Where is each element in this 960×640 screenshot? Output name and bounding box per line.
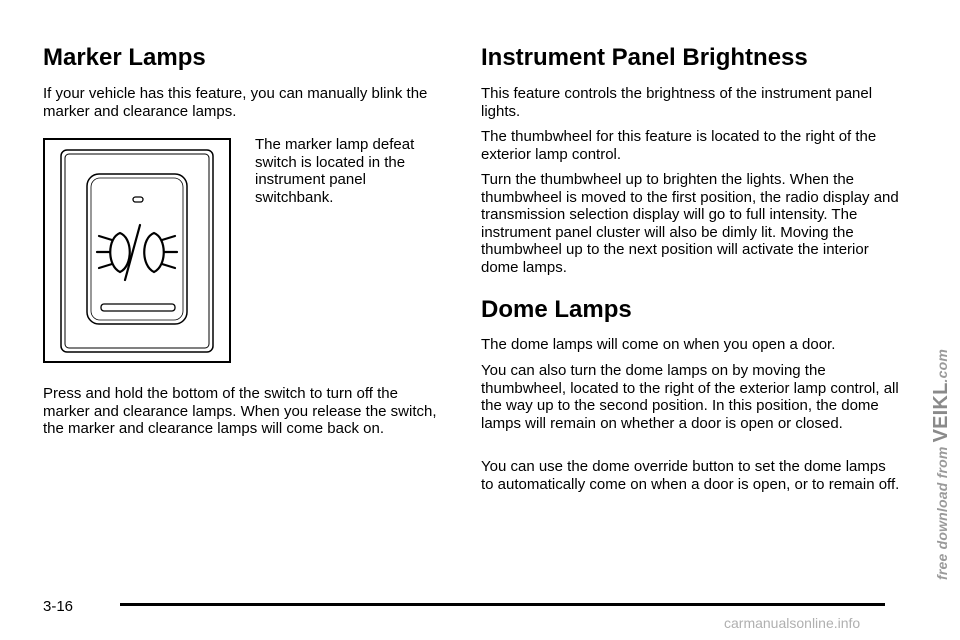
marker-lamp-switch-figure <box>43 138 231 363</box>
footer-rule <box>120 603 885 606</box>
section-title-marker-lamps: Marker Lamps <box>43 44 206 71</box>
watermark-prefix: free download from <box>934 446 950 580</box>
dome-lamps-paragraph-2: You can also turn the dome lamps on by moving the thumbwheel, located to the right of the exterior lamp control, all the way up to the second position. In this position, the dome lamps will remain on whether a door is open or closed. <box>481 362 899 432</box>
marker-lamps-intro: If your vehicle has this feature, you can manually blink the marker and clearance lamps. <box>43 85 428 120</box>
marker-lamps-body: Press and hold the bottom of the switch to turn off the marker and clearance lamps. When you release the switch, the marker and clearance lamps will come back on. <box>43 385 437 437</box>
brightness-paragraph-3: Turn the thumbwheel up to brighten the lights. When the thumbwheel is moved to the first position, the radio display and transmission selection display will go to full intensity. The instrument panel cluster will also be dimly lit. Moving the thumbwheel up to the next position will activate the interior dome lamps. <box>481 171 899 276</box>
page-number: 3-16 <box>43 598 74 615</box>
watermark-suffix: .com <box>934 349 950 383</box>
brightness-paragraph-1: This feature controls the brightness of the instrument panel lights. <box>481 85 873 120</box>
footer-site-watermark: carmanualsonline.info <box>724 615 861 631</box>
brightness-paragraph-2: The thumbwheel for this feature is located to the right of the exterior lamp control. <box>481 128 877 163</box>
download-watermark <box>930 349 953 580</box>
figure-caption: The marker lamp defeat switch is located in the instrument panel switchbank. <box>255 136 415 206</box>
dome-lamps-paragraph-1: The dome lamps will come on when you open a door. <box>481 336 836 353</box>
section-title-dome-lamps: Dome Lamps <box>481 296 632 323</box>
dome-lamps-paragraph-3: You can use the dome override button to set the dome lamps to automatically come on when a door is open, or to remain off. <box>481 458 900 493</box>
marker-lamp-switch-icon <box>45 140 229 361</box>
section-title-instrument-panel-brightness: Instrument Panel Brightness <box>481 44 808 71</box>
watermark-brand: VEIKL <box>930 382 952 443</box>
